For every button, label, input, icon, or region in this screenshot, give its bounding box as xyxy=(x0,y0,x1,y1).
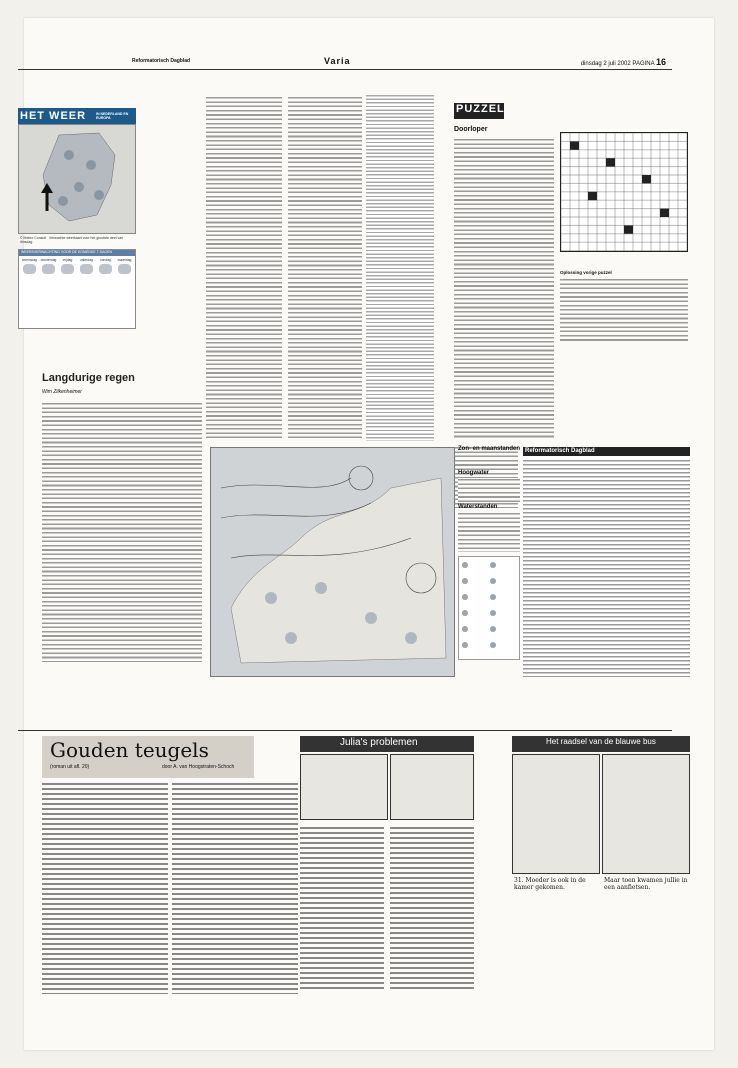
paper-name: Reformatorisch Dagblad xyxy=(132,58,191,64)
weather-article-title: Langdurige regen xyxy=(42,372,135,384)
date-page: dinsdag 2 juli 2002 PAGINA 16 xyxy=(580,57,666,67)
comic-julia-title: Julia's problemen xyxy=(340,737,418,748)
forecast-day: vrijdag xyxy=(58,258,77,328)
forecast-day: woensdag xyxy=(20,258,39,328)
comic-panel xyxy=(602,754,690,874)
comic-bus-title: Het raadsel van de blauwe bus xyxy=(546,737,656,746)
waterstanden-text xyxy=(458,512,520,552)
comic-bus-banner xyxy=(512,736,690,752)
serial-title: Gouden teugels xyxy=(50,738,209,762)
serial-column-2 xyxy=(172,782,298,994)
colophon-title: Reformatorisch Dagblad xyxy=(523,447,690,456)
comic-panel xyxy=(390,754,474,820)
colophon xyxy=(523,447,690,677)
oplossing-title: Oplossing vorige puzzel xyxy=(560,270,612,275)
doorloper-clues xyxy=(454,138,554,440)
seven-day-forecast xyxy=(18,249,136,329)
serial-subtitle: (roman uit afl. 20) xyxy=(50,764,90,770)
text-column-2 xyxy=(288,96,362,438)
comic-julia-banner xyxy=(300,736,474,752)
forecast-day: zaterdag xyxy=(77,258,96,328)
serial-banner xyxy=(42,736,254,778)
weather-article-body xyxy=(42,402,202,662)
europe-weather-map xyxy=(210,447,455,677)
julia-text-1 xyxy=(300,826,384,992)
doorloper-title: Doorloper xyxy=(454,126,488,133)
page-header xyxy=(18,56,672,70)
text-column-1 xyxy=(206,96,282,438)
serial-author: door A. van Hoogstraten-Schoch xyxy=(162,764,235,770)
forecast-title: WEERSVERWACHTING VOOR DE KOMENDE 7 DAGEN xyxy=(19,250,135,256)
comic-panel xyxy=(300,754,388,820)
julia-text-2 xyxy=(390,826,474,992)
forecast-day: donderdag xyxy=(39,258,58,328)
section-divider xyxy=(18,730,672,731)
hoogwater-title: Hoogwater xyxy=(458,470,490,476)
section-title: Varia xyxy=(324,56,351,66)
forecast-day: zondag xyxy=(96,258,115,328)
weer-logo: HET WEER IN NEDERLAND EN EUROPA xyxy=(18,108,136,124)
serial-column-1 xyxy=(42,782,168,994)
comic-caption-2: Maar toen kwamen jullie in een aanfietsen. xyxy=(604,877,688,891)
netherlands-weather-map xyxy=(18,124,136,234)
comic-panel xyxy=(512,754,600,874)
map-caption: © Meteo Consult Verwachte weerkaart voor het grootste deel van dinsdag xyxy=(20,236,124,244)
oplossing-text xyxy=(560,278,688,342)
weather-byline: Wim Zilkenheimer xyxy=(42,389,82,395)
comic-caption-1: 31. Moeder is ook in de kamer gekomen. xyxy=(514,877,586,891)
zon-maan-title: Zon- en maanstanden xyxy=(458,446,521,452)
puzzle-grid[interactable] xyxy=(560,132,688,252)
forecast-day: maandag xyxy=(115,258,134,328)
hoogwater-text xyxy=(458,478,520,502)
puzzel-logo: PUZZEL xyxy=(454,103,504,119)
temperature-table xyxy=(366,94,434,441)
weather-legend xyxy=(458,556,520,660)
waterstanden-title: Waterstanden xyxy=(458,504,498,510)
